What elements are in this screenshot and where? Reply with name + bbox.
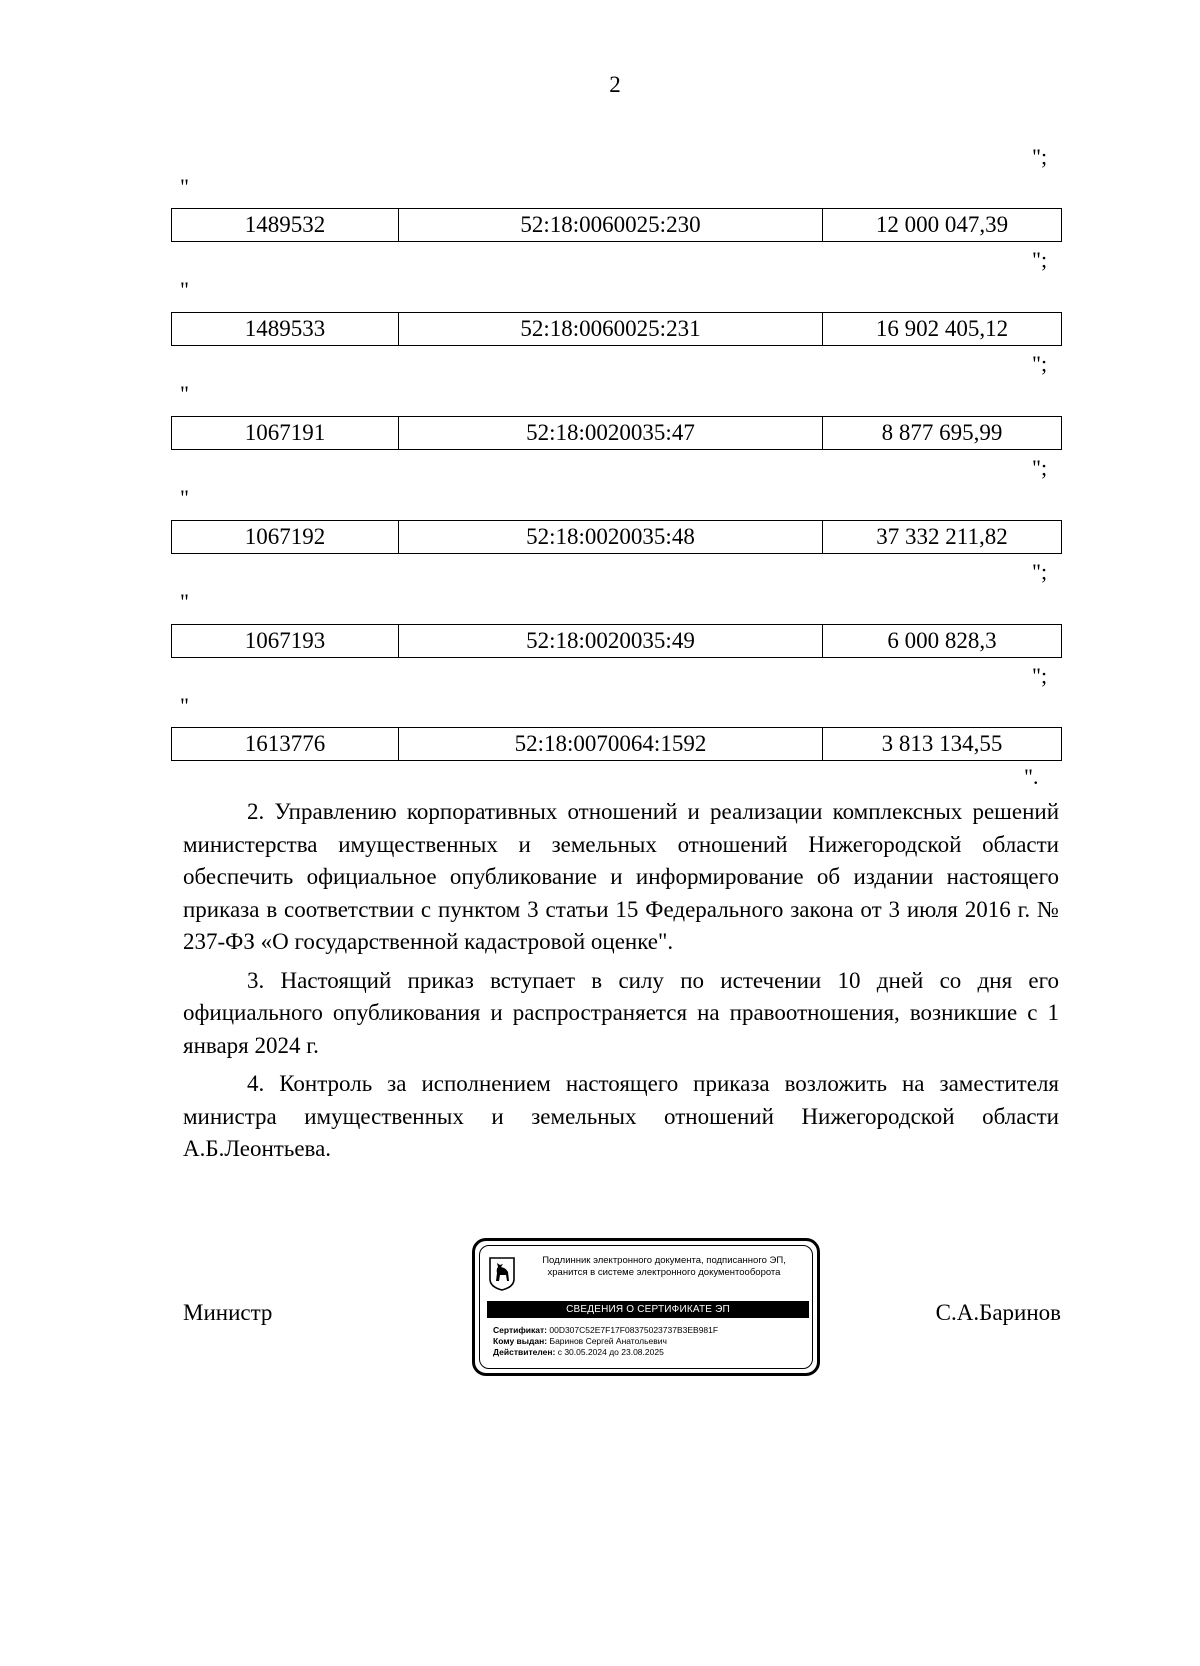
cadastral-value-cell: 12 000 047,39 (823, 209, 1062, 242)
validity-value: с 30.05.2024 до 23.08.2025 (557, 1347, 664, 1357)
cadastral-number-cell: 52:18:0070064:1592 (399, 728, 823, 761)
closing-quote: "; (1032, 247, 1048, 272)
opening-quote: " (180, 381, 189, 406)
stamp-note (519, 1255, 809, 1279)
opening-quote: " (180, 277, 189, 302)
stamp-details (493, 1325, 813, 1358)
closing-quote: "; (1032, 663, 1048, 688)
order-text (183, 796, 1059, 1172)
object-id-cell: 1067192 (172, 521, 399, 554)
cadastral-value-cell: 3 813 134,55 (823, 728, 1062, 761)
paragraph-4: 4. Контроль за исполнением настоящего приказа возложить на заместителя министра имущественных и земельных отношений Нижегородской области А.Б.Леонтьева. (183, 1071, 1059, 1161)
table-row (171, 416, 1062, 450)
cadastral-number-cell: 52:18:0060025:230 (399, 209, 823, 242)
closing-quote-final: ". (1024, 764, 1039, 789)
stamp-header: СВЕДЕНИЯ О СЕРТИФИКАТЕ ЭП (487, 1301, 809, 1318)
cadastral-value-cell: 37 332 211,82 (823, 521, 1062, 554)
stamp-note-line: Подлинник электронного документа, подписанного ЭП, (542, 1255, 786, 1266)
opening-quote: " (180, 589, 189, 614)
cadastral-number-cell: 52:18:0060025:231 (399, 313, 823, 346)
paragraph-2: 2. Управлению корпоративных отношений и реализации комплексных решений министерства имущественных и земельных отношений Нижегородской области обеспечить официальное опубликование и информирование об издании настоящего приказа в соответствии с пунктом 3 статьи 15 Федерального закона от 3 июля 2016 г. № 237-ФЗ «О государственной кадастровой оценке". (183, 799, 1059, 954)
table-row (171, 520, 1062, 554)
opening-quote: " (180, 485, 189, 510)
object-id-cell: 1489532 (172, 209, 399, 242)
opening-quote: " (180, 174, 189, 199)
e-signature-stamp (472, 1238, 820, 1376)
issued-to-line (493, 1336, 813, 1347)
cadastral-value-cell: 8 877 695,99 (823, 417, 1062, 450)
page-number: 2 (609, 72, 621, 97)
object-id-cell: 1067191 (172, 417, 399, 450)
opening-quote: " (180, 693, 189, 718)
cadastral-number-cell: 52:18:0020035:49 (399, 625, 823, 658)
signatory-title: Министр (183, 1300, 273, 1325)
object-id-cell: 1067193 (172, 625, 399, 658)
paragraph-3: 3. Настоящий приказ вступает в силу по истечении 10 дней со дня его официального опубликования и распространяется на правоотношения, возникшие с 1 января 2024 г. (183, 967, 1059, 1058)
table-row (171, 624, 1062, 658)
table-row (171, 208, 1062, 242)
cadastral-number-cell: 52:18:0020035:48 (399, 521, 823, 554)
table-row (171, 727, 1062, 761)
validity-label: Действителен: (493, 1347, 556, 1357)
table-row (171, 312, 1062, 346)
stamp-note-line: хранится в системе электронного документооборота (547, 1267, 781, 1278)
certificate-value: 00D307C52E7F17F08375023737B3EB981F (549, 1325, 719, 1335)
cadastral-number-cell: 52:18:0020035:47 (399, 417, 823, 450)
closing-quote: "; (1032, 144, 1048, 169)
certificate-label: Сертификат: (493, 1325, 547, 1335)
cadastral-value-cell: 16 902 405,12 (823, 313, 1062, 346)
issued-to-label: Кому выдан: (493, 1336, 548, 1346)
object-id-cell: 1489533 (172, 313, 399, 346)
object-id-cell: 1613776 (172, 728, 399, 761)
closing-quote: "; (1032, 559, 1048, 584)
cadastral-value-cell: 6 000 828,3 (823, 625, 1062, 658)
certificate-line (493, 1325, 813, 1336)
closing-quote: "; (1032, 351, 1048, 376)
issued-to-value: Баринов Сергей Анатольевич (549, 1336, 667, 1346)
closing-quote: "; (1032, 455, 1048, 480)
signatory-name: С.А.Баринов (935, 1300, 1061, 1325)
coat-of-arms-icon (489, 1257, 515, 1291)
validity-line (493, 1347, 813, 1358)
